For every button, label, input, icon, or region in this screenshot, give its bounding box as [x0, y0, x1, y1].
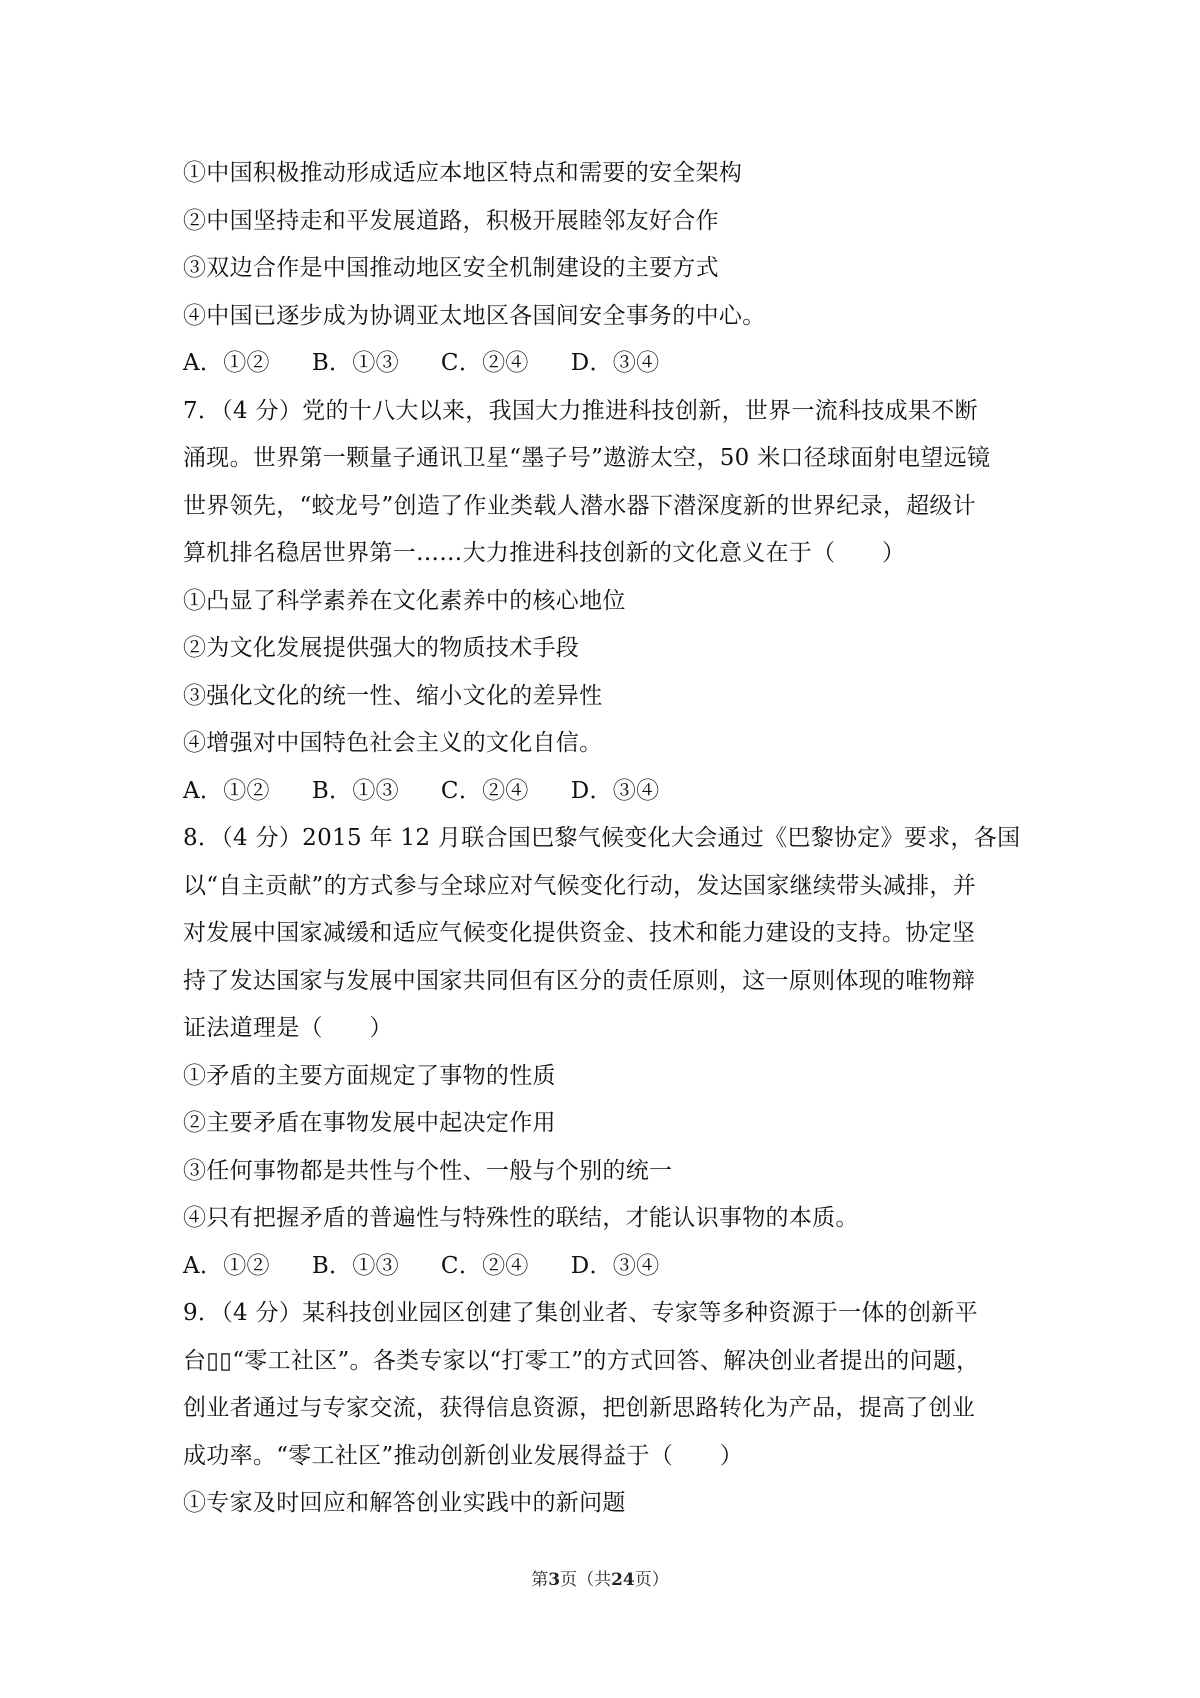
question-9-stem [183, 1290, 1033, 1480]
footer-page-number: 3 [548, 1570, 561, 1590]
q8-option-d: D．③④ [570, 1252, 660, 1279]
question-9-items [183, 1480, 1033, 1528]
q8-stem-line-3: 对发展中国家减缓和适应气候变化提供资金、技术和能力建设的支持。协定坚 [183, 920, 976, 946]
q6-item-1: ①中国积极推动形成适应本地区特点和需要的安全架构 [183, 160, 743, 186]
footer-prefix: 第 [531, 1570, 549, 1590]
q7-stem-line-4: 算机排名稳居世界第一……大力推进科技创新的文化意义在于（ ） [183, 540, 906, 566]
q7-options [183, 768, 1033, 816]
q8-item-2: ②主要矛盾在事物发展中起决定作用 [183, 1110, 556, 1136]
q6-option-d: D．③④ [570, 350, 660, 376]
question-7-items [183, 578, 1033, 768]
q7-option-d: D．③④ [570, 777, 660, 804]
q7-stem-line-1: 7．（4 分）党的十八大以来，我国大力推进科技创新，世界一流科技成果不断 [183, 397, 978, 424]
q9-stem-line-1: 9．（4 分）某科技创业园区创建了集创业者、专家等多种资源于一体的创新平 [183, 1300, 978, 1326]
q8-item-3: ③任何事物都是共性与个性、一般与个别的统一 [183, 1157, 673, 1184]
q9-stem-line-3: 创业者通过与专家交流，获得信息资源，把创新思路转化为产品，提高了创业 [183, 1395, 976, 1421]
q6-item-4: ④中国已逐步成为协调亚太地区各国间安全事务的中心。 [183, 302, 766, 329]
q6-option-c: C．②④ [440, 350, 529, 376]
q9-stem-line-2: 台▯▯“零工社区”。各类专家以“打零工”的方式回答、解决创业者提出的问题， [183, 1347, 980, 1374]
q7-option-c: C．②④ [440, 777, 529, 804]
question-8-items [183, 1053, 1033, 1243]
q8-option-b: B．①③ [311, 1252, 399, 1279]
q6-option-a: A．①② [183, 350, 270, 376]
q9-stem-line-4: 成功率。“零工社区”推动创新创业发展得益于（ ） [183, 1442, 744, 1469]
footer-total-pages: 24 [611, 1570, 635, 1590]
q8-stem-line-5: 证法道理是（ ） [183, 1015, 393, 1041]
q7-item-3: ③强化文化的统一性、缩小文化的差异性 [183, 682, 603, 709]
q8-item-4: ④只有把握矛盾的普遍性与特殊性的联结，才能认识事物的本质。 [183, 1205, 859, 1231]
q7-stem-line-3: 世界领先，“蛟龙号”创造了作业类载人潜水器下潜深度新的世界纪录，超级计 [183, 492, 977, 519]
q6-item-2: ②中国坚持走和平发展道路，积极开展睦邻友好合作 [183, 207, 719, 234]
question-7-stem [183, 388, 1033, 578]
question-8-stem [183, 815, 1033, 1053]
q7-option-b: B．①③ [311, 777, 399, 804]
footer-middle: 页（共 [560, 1570, 612, 1590]
page-footer [0, 1565, 1200, 1590]
q8-option-a: A．①② [183, 1252, 270, 1279]
q7-item-4: ④增强对中国特色社会主义的文化自信。 [183, 730, 603, 756]
footer-suffix: 页） [634, 1570, 669, 1590]
q8-options [183, 1243, 1033, 1291]
q7-item-2: ②为文化发展提供强大的物质技术手段 [183, 635, 580, 661]
q8-stem-line-4: 持了发达国家与发展中国家共同但有区分的责任原则，这一原则体现的唯物辩 [183, 967, 976, 994]
q7-option-a: A．①② [183, 777, 270, 804]
q6-item-3: ③双边合作是中国推动地区安全机制建设的主要方式 [183, 255, 719, 281]
page-content [183, 150, 1033, 1528]
q6-options [183, 340, 1033, 388]
q7-item-1: ①凸显了科学素养在文化素养中的核心地位 [183, 587, 626, 614]
question-6-items [183, 150, 1033, 340]
q8-stem-line-1: 8．（4 分）2015 年 12 月联合国巴黎气候变化大会通过《巴黎协定》要求，各国 [183, 825, 1021, 851]
q8-item-1: ①矛盾的主要方面规定了事物的性质 [183, 1062, 556, 1089]
q9-item-1: ①专家及时回应和解答创业实践中的新问题 [183, 1490, 626, 1516]
q7-stem-line-2: 涌现。世界第一颗量子通讯卫星“墨子号”遨游太空，50 米口径球面射电望远镜 [183, 445, 991, 471]
q8-option-c: C．②④ [440, 1252, 529, 1279]
q8-stem-line-2: 以“自主贡献”的方式参与全球应对气候变化行动，发达国家继续带头减排，并 [183, 872, 977, 899]
q6-option-b: B．①③ [311, 350, 399, 376]
